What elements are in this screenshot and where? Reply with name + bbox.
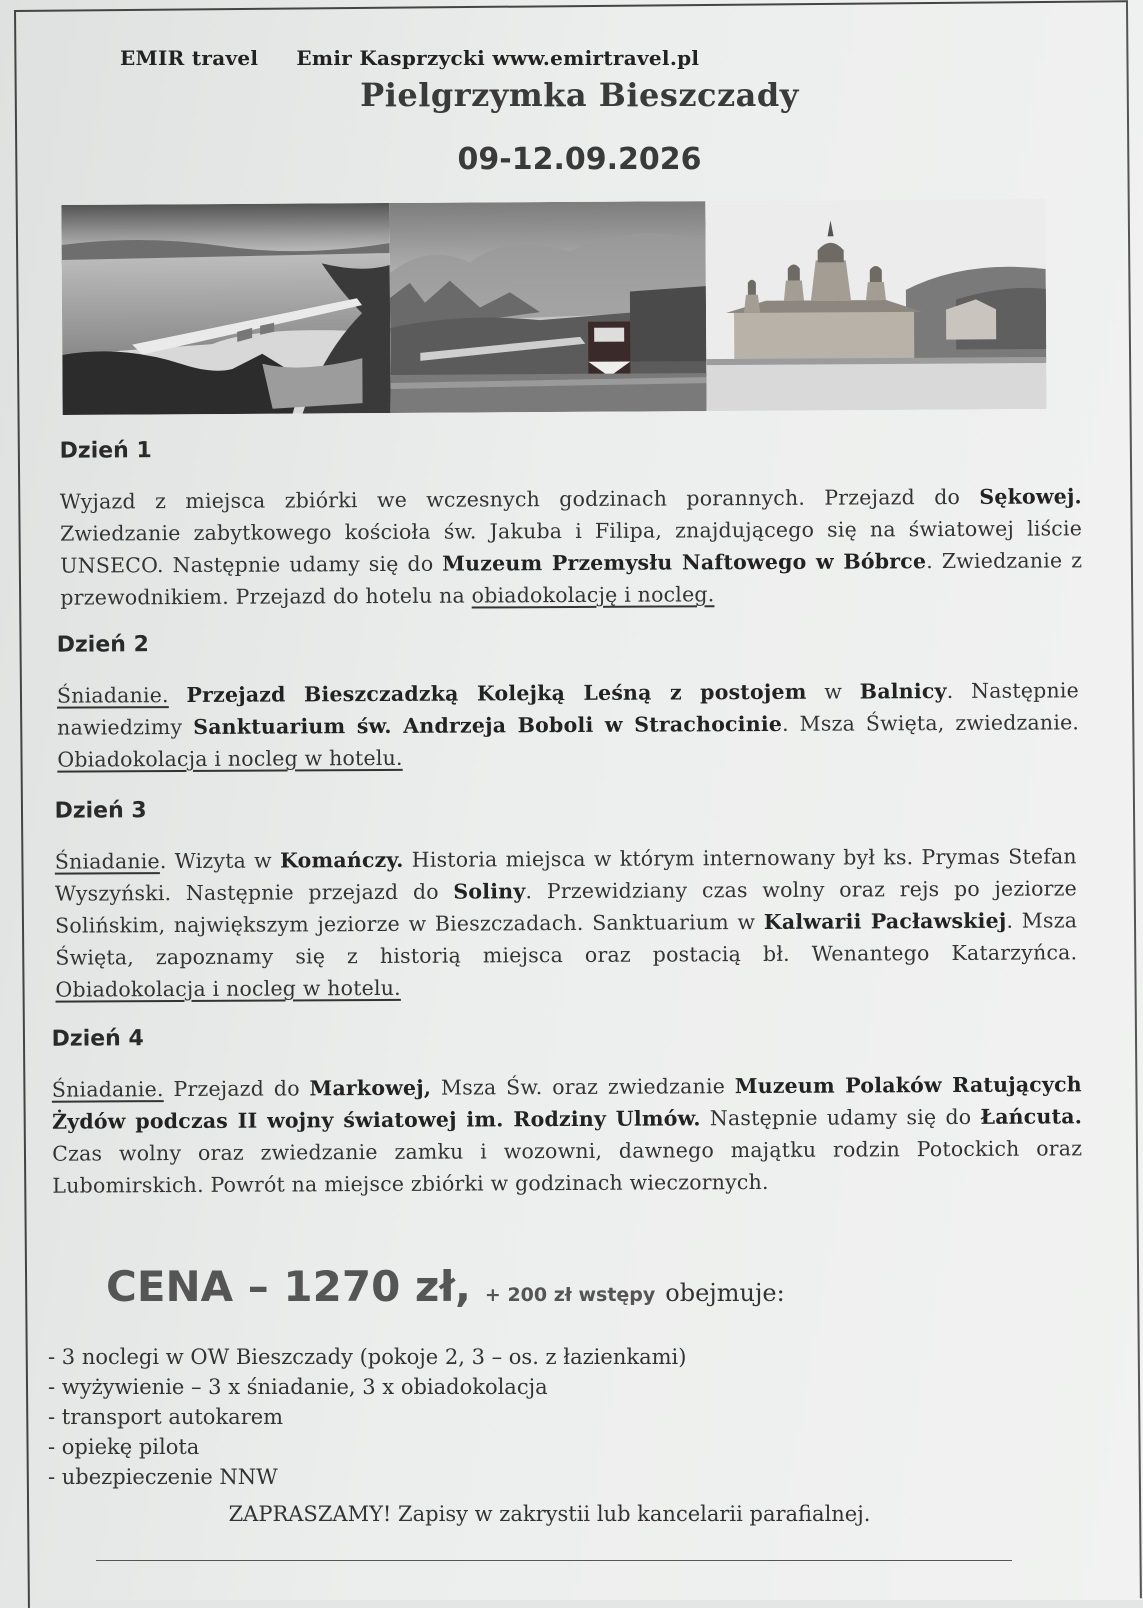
day-2-description: Śniadanie. Przejazd Bieszczadzką Kolejką Leśną z postojem w Balnicy. Następnie nawiedzimy Sanktuarium św. Andrzeja Boboli w Strachocinie. Msza Święta, zwiedzanie. Obiadokolacja i nocleg w hotelu. — [56, 678, 1080, 772]
day-2-heading: Dzień 2 — [56, 632, 149, 658]
list-item: - wyżywienie – 3 x śniadanie, 3 x obiadokolacja — [48, 1372, 686, 1402]
photo-forest-railway — [389, 201, 706, 413]
price-main: CENA – 1270 zł, — [106, 1262, 471, 1311]
photo-dam-lake — [61, 203, 390, 415]
day-1-description: Wyjazd z miejsca zbiórki we wczesnych godzinach porannych. Przejazd do Sękowej. Zwiedzanie zabytkowego kościoła św. Jakuba i Filipa, znajdującego się na światowej liście UNSECO. Następnie udamy się do Muzeum Przemysłu Naftowego w Bóbrce. Zwiedzanie z przewodnikiem. Przejazd do hotelu na obiadokolację i nocleg. — [59, 484, 1083, 610]
list-item: - opiekę pilota — [48, 1432, 686, 1462]
includes-list — [48, 1342, 686, 1492]
price-extra: + 200 zł wstępy — [484, 1284, 656, 1306]
price-includes-label: obejmuje: — [665, 1279, 785, 1307]
trip-dates: 09-12.09.2026 — [457, 142, 702, 177]
header-line — [120, 46, 699, 70]
day-4-section — [52, 1021, 1083, 1201]
day-4-description: Śniadanie. Przejazd do Markowej, Msza Św. oraz zwiedzanie Muzeum Polaków Ratujących Żydów podczas II wojny światowej im. Rodziny Ulmów. Następnie udamy się do Łańcuta. Czas wolny oraz zwiedzanie zamku i wozowni, dawnego majątku rodzin Potockich oraz Lubomirskich. Powrót na miejsce zbiórki w godzinach wieczornych. — [51, 1072, 1083, 1198]
day-3-description: Śniadanie. Wizyta w Komańczy. Historia miejsca w którym internowany był ks. Prymas Stefan Wyszyński. Następnie przejazd do Soliny. Przewidziany czas wolny oraz rejs po jeziorze Solińskim, największym jeziorze w Bieszczadach. Sanktuarium w Kalwarii Pacławskiej. Msza Święta, zapoznamy się z historią miejsca oraz postacią bł. Wenantego Katarzyńca. Obiadokolacja i nocleg w hotelu. — [54, 844, 1078, 1002]
day-3-section — [54, 793, 1077, 1005]
price-line — [106, 1262, 785, 1311]
photo-wooden-church — [705, 199, 1046, 411]
list-item: - 3 noclegi w OW Bieszczady (pokoje 2, 3 – os. z łazienkami) — [48, 1342, 686, 1372]
day-3-heading: Dzień 3 — [54, 798, 147, 824]
day-1-section — [60, 433, 1083, 613]
day-4-heading: Dzień 4 — [51, 1026, 144, 1052]
day-2-section — [57, 627, 1080, 775]
agency-contact: Emir Kasprzycki www.emirtravel.pl — [296, 46, 700, 70]
agency-name: EMIR travel — [120, 46, 259, 70]
list-item: - transport autokarem — [48, 1402, 686, 1432]
page-title: Pielgrzymka Bieszczady — [360, 76, 799, 114]
day-1-heading: Dzień 1 — [59, 438, 152, 464]
photo-strip — [61, 199, 1046, 415]
bottom-divider — [96, 1560, 1012, 1561]
list-item: - ubezpieczenie NNW — [48, 1462, 686, 1492]
invitation-text: ZAPRASZAMY! Zapisy w zakrystii lub kancelarii parafialnej. — [228, 1502, 871, 1526]
